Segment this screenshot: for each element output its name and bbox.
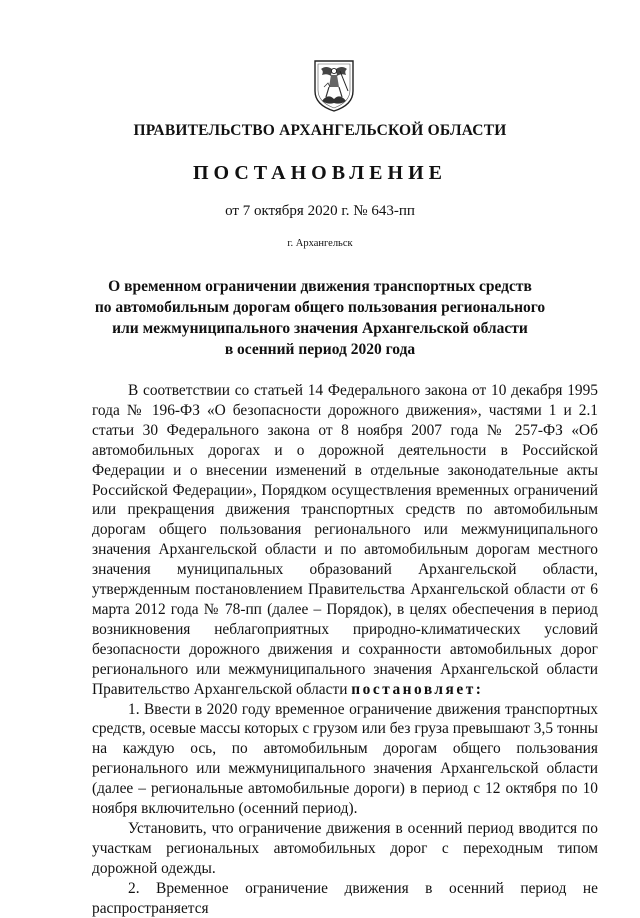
title-line: О временном ограничении движения транспортных средств [108, 278, 532, 295]
document-date-number: от 7 октября 2020 г. № 643-пп [225, 203, 415, 219]
title-line: по автомобильным дорогам общего пользования регионального [94, 299, 546, 316]
paragraph-item-1: 1. Ввести в 2020 году временное ограничение движения транспортных средств, осевые массы которых с грузом или без груза превышают 3,5 тонны на каждую ось, по автомобильным дорогам общего пользования регионального или межмуниципального значения Архангельской области (далее – региональные автомобильные дороги) в период с 12 октября по 10 ноября включительно (осенний период). [92, 700, 598, 818]
paragraph-item-1-addendum: Установить, что ограничение движения в осенний период вводится по участкам региональных автомобильных дорог с переходным типом дорожной одежды. [92, 819, 598, 877]
document-type: ПОСТАНОВЛЕНИЕ [193, 162, 447, 184]
document-place: г. Архангельск [287, 238, 353, 249]
paragraph-item-2: 2. Временное ограничение движения в осенний период не распространяется [92, 879, 598, 917]
resolution-colon: : [475, 680, 484, 698]
document-body [92, 381, 598, 918]
coat-of-arms-archangel-icon [312, 57, 356, 113]
title-line: или межмуниципального значения Архангельской области [112, 320, 528, 337]
resolution-keyword: постановляет [351, 680, 476, 698]
government-name: ПРАВИТЕЛЬСТВО АРХАНГЕЛЬСКОЙ ОБЛАСТИ [133, 122, 507, 139]
paragraph-preamble [92, 381, 598, 700]
title-line: в осенний период 2020 года [224, 341, 416, 358]
document-title [70, 276, 570, 360]
preamble-text: В соответствии со статьей 14 Федерального закона от 10 декабря 1995 года № 196-ФЗ «О безопасности дорожного движения», частями 1 и 2.1 статьи 30 Федерального закона от 8 ноября 2007 года № 257-ФЗ «Об автомобильных дорогах и о дорожной деятельности в Российской Федерации и о внесении изменений в отдельные законодательные акты Российской Федерации», Порядком осуществления временных ограничений или прекращения движения транспортных средств по автомобильным дорогам общего пользования регионального или межмуниципального значения Архангельской области и по автомобильным дорогам местного значения муниципальных образований Архангельской области, утвержденным постановлением Правительства Архангельской области от 6 марта 2012 года № 78-пп (далее – Порядок), в целях обеспечения в период возникновения неблагоприятных природно-климатических условий безопасности дорожного движения и сохранности автомобильных дорог регионального или межмуниципального значения Архангельской области Правительство Архангельской области [92, 382, 598, 698]
